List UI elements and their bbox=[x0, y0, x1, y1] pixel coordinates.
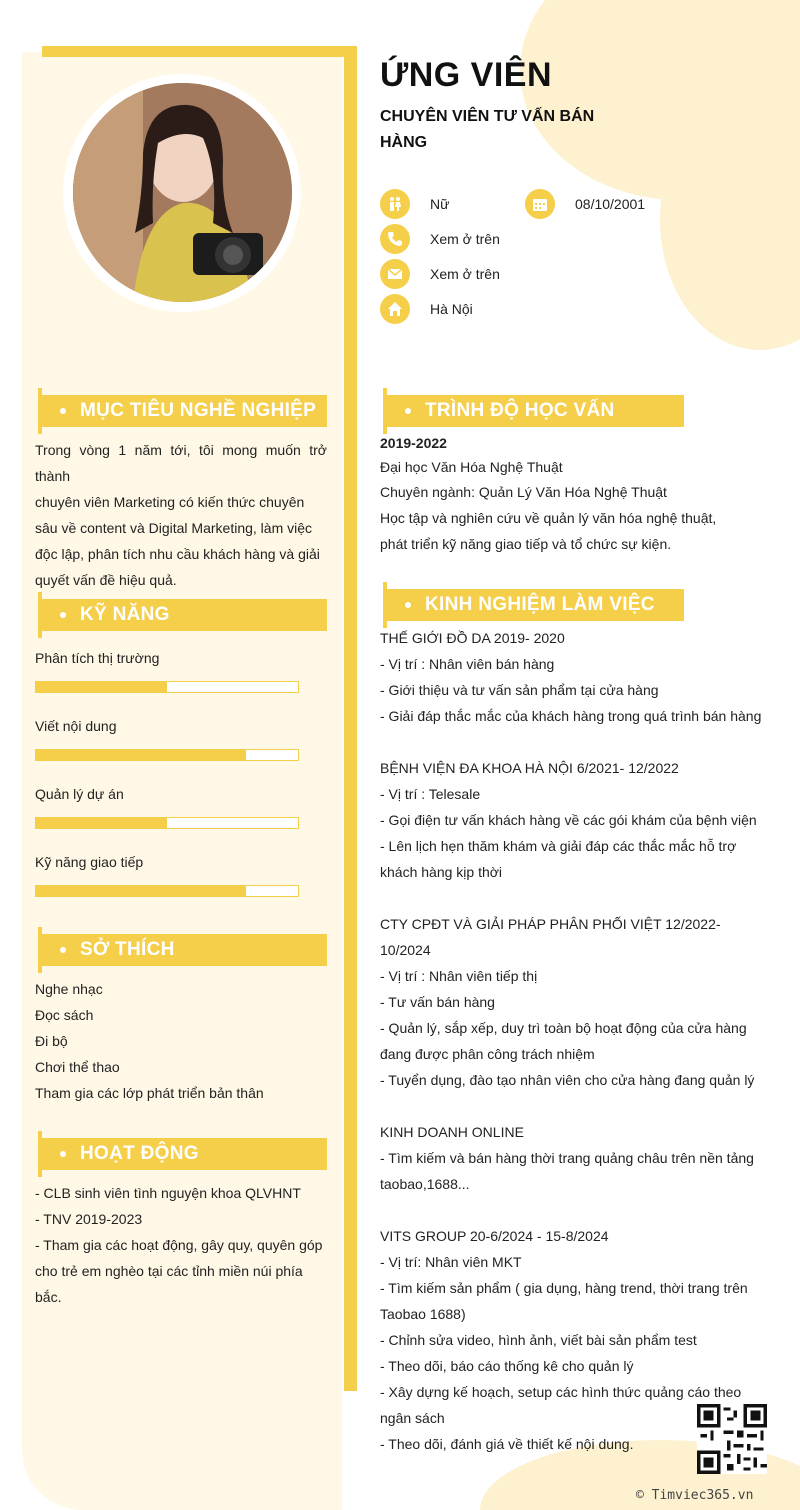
phone-value: Xem ở trên bbox=[430, 231, 500, 247]
calendar-icon bbox=[525, 189, 555, 219]
text-line: - TNV 2019-2023 bbox=[35, 1211, 143, 1227]
experience-line: KINH DOANH ONLINE bbox=[380, 1124, 524, 1140]
text-line: quyết vấn đề hiệu quả. bbox=[35, 572, 177, 588]
skill-label: Viết nội dung bbox=[35, 718, 117, 734]
experience-line: - Theo dõi, đánh giá về thiết kế nội dung. bbox=[380, 1436, 634, 1452]
hobby-item: Chơi thể thao bbox=[35, 1059, 120, 1075]
experience-line: - Lên lịch hẹn thăm khám và giải đáp các thắc mắc hỗ trợ bbox=[380, 838, 737, 854]
qr-code-icon bbox=[697, 1404, 767, 1474]
text-line: cho trẻ em nghèo tại các tỉnh miền núi phía bbox=[35, 1263, 303, 1279]
experience-line: - Xây dựng kế hoạch, setup các hình thức quảng cáo theo bbox=[380, 1384, 742, 1400]
skill-bar bbox=[35, 817, 299, 829]
hobby-item: Đọc sách bbox=[35, 1007, 94, 1023]
birthday-value: 08/10/2001 bbox=[575, 196, 646, 212]
experience-line: - Tìm kiếm sản phẩm ( gia dụng, hàng trend, thời trang trên bbox=[380, 1280, 748, 1296]
experience-line: - Theo dõi, báo cáo thống kê cho quản lý bbox=[380, 1358, 634, 1374]
skill-label: Kỹ năng giao tiếp bbox=[35, 854, 144, 870]
experience-line: - Vị trí : Telesale bbox=[380, 786, 481, 802]
section-title: KINH NGHIỆM LÀM VIỆC bbox=[425, 594, 655, 615]
section-title: SỞ THÍCH bbox=[80, 939, 175, 960]
skill-label: Phân tích thị trường bbox=[35, 650, 160, 666]
skill-fill bbox=[36, 682, 167, 692]
experience-line: - Vị trí : Nhân viên bán hàng bbox=[380, 656, 555, 672]
experience-line: - Gọi điện tư vấn khách hàng về các gói khám của bệnh viện bbox=[380, 812, 757, 828]
experience-line: taobao,1688... bbox=[380, 1176, 470, 1192]
section-header-activities bbox=[42, 1138, 327, 1170]
experience-line: THẾ GIỚI ĐỒ DA 2019- 2020 bbox=[380, 630, 565, 646]
text-line: sâu về content và Digital Marketing, làm việc bbox=[35, 520, 313, 536]
section-title: KỸ NĂNG bbox=[80, 604, 170, 625]
hobby-item: Nghe nhạc bbox=[35, 981, 103, 997]
text-line: Học tập và nghiên cứu về quản lý văn hóa nghệ thuật, bbox=[380, 510, 717, 526]
skill-fill bbox=[36, 818, 167, 828]
info-address bbox=[380, 294, 473, 324]
avatar bbox=[73, 83, 292, 302]
experience-line: - Vị trí : Nhân viên tiếp thị bbox=[380, 968, 538, 984]
avatar-illustration bbox=[73, 83, 292, 302]
accent-bar-vertical bbox=[344, 46, 357, 1391]
blank-line bbox=[380, 729, 762, 755]
info-gender bbox=[380, 189, 449, 219]
section-header-experience bbox=[387, 589, 684, 621]
skill-label: Quản lý dự án bbox=[35, 786, 124, 802]
experience-line: - Tư vấn bán hàng bbox=[380, 994, 495, 1010]
experience-line: - Vị trí: Nhân viên MKT bbox=[380, 1254, 522, 1270]
blank-line bbox=[380, 1093, 762, 1119]
section-header-skills bbox=[42, 599, 327, 631]
skill-bar bbox=[35, 681, 299, 693]
section-header-education bbox=[387, 395, 684, 427]
experience-line: BỆNH VIỆN ĐA KHOA HÀ NỘI 6/2021- 12/2022 bbox=[380, 760, 679, 776]
job-title-line: CHUYÊN VIÊN TƯ VẤN BÁN bbox=[380, 108, 595, 125]
experience-line: VITS GROUP 20-6/2024 - 15-8/2024 bbox=[380, 1228, 609, 1244]
education-school: Đại học Văn Hóa Nghệ Thuật bbox=[380, 459, 563, 475]
email-value: Xem ở trên bbox=[430, 266, 500, 282]
home-icon bbox=[380, 294, 410, 324]
experience-line: ngân sách bbox=[380, 1410, 445, 1426]
experience-line: khách hàng kịp thời bbox=[380, 864, 503, 880]
blank-line bbox=[380, 1197, 762, 1223]
experience-line: đang được phân công trách nhiệm bbox=[380, 1046, 595, 1062]
section-title: TRÌNH ĐỘ HỌC VẤN bbox=[425, 400, 615, 421]
text-line: phát triển kỹ năng giao tiếp và tổ chức sự kiện. bbox=[380, 536, 672, 552]
gender-icon bbox=[380, 189, 410, 219]
hobby-item: Đi bộ bbox=[35, 1033, 68, 1049]
candidate-name: ỨNG VIÊN bbox=[380, 56, 553, 94]
text-line: chuyên viên Marketing có kiến thức chuyên bbox=[35, 494, 305, 510]
section-title: MỤC TIÊU NGHỀ NGHIỆP bbox=[80, 400, 317, 421]
objective-text bbox=[35, 437, 327, 593]
gender-value: Nữ bbox=[430, 196, 450, 212]
job-title bbox=[380, 104, 620, 156]
skill-fill bbox=[36, 750, 246, 760]
experience-line: CTY CPĐT VÀ GIẢI PHÁP PHÂN PHỐI VIỆT 12/2022-10/2024 bbox=[380, 916, 721, 958]
mail-icon bbox=[380, 259, 410, 289]
text-line: bắc. bbox=[35, 1289, 62, 1305]
info-phone bbox=[380, 224, 500, 254]
education-description bbox=[380, 505, 762, 557]
experience-line: - Tuyển dụng, đào tạo nhân viên cho cửa hàng đang quản lý bbox=[380, 1072, 755, 1088]
job-title-line: HÀNG bbox=[380, 134, 428, 151]
skill-bar bbox=[35, 749, 299, 761]
experience-line: - Chỉnh sửa video, hình ảnh, viết bài sản phẩm test bbox=[380, 1332, 697, 1348]
text-line: - CLB sinh viên tình nguyện khoa QLVHNT bbox=[35, 1185, 301, 1201]
experience-line: Taobao 1688) bbox=[380, 1306, 466, 1322]
accent-bar-top bbox=[42, 46, 357, 57]
address-value: Hà Nội bbox=[430, 301, 473, 317]
hobby-item: Tham gia các lớp phát triển bản thân bbox=[35, 1085, 264, 1101]
experience-line: - Quản lý, sắp xếp, duy trì toàn bộ hoạt động của cửa hàng bbox=[380, 1020, 747, 1036]
experience-line: - Giải đáp thắc mắc của khách hàng trong quá trình bán hàng bbox=[380, 708, 762, 724]
text-line: - Tham gia các hoạt động, gây quy, quyên góp bbox=[35, 1237, 323, 1253]
experience-text bbox=[380, 625, 762, 1457]
info-email bbox=[380, 259, 500, 289]
skill-bar bbox=[35, 885, 299, 897]
section-header-objective bbox=[42, 395, 327, 427]
phone-icon bbox=[380, 224, 410, 254]
experience-line: - Giới thiệu và tư vấn sản phẩm tại cửa hàng bbox=[380, 682, 659, 698]
skill-fill bbox=[36, 886, 246, 896]
text-line: Trong vòng 1 năm tới, tôi mong muốn trở thành bbox=[35, 442, 327, 484]
footer-copyright: © Timviec365.vn bbox=[636, 1488, 754, 1503]
experience-line: - Tìm kiếm và bán hàng thời trang quảng châu trên nền tảng bbox=[380, 1150, 754, 1166]
text-line: độc lập, phân tích nhu cầu khách hàng và giải bbox=[35, 546, 320, 562]
education-period: 2019-2022 bbox=[380, 435, 447, 451]
section-header-hobbies bbox=[42, 934, 327, 966]
info-birthday bbox=[525, 189, 645, 219]
activities-text bbox=[35, 1180, 327, 1310]
education-major: Chuyên ngành: Quản Lý Văn Hóa Nghệ Thuật bbox=[380, 484, 667, 500]
section-title: HOẠT ĐỘNG bbox=[80, 1143, 199, 1164]
blank-line bbox=[380, 885, 762, 911]
